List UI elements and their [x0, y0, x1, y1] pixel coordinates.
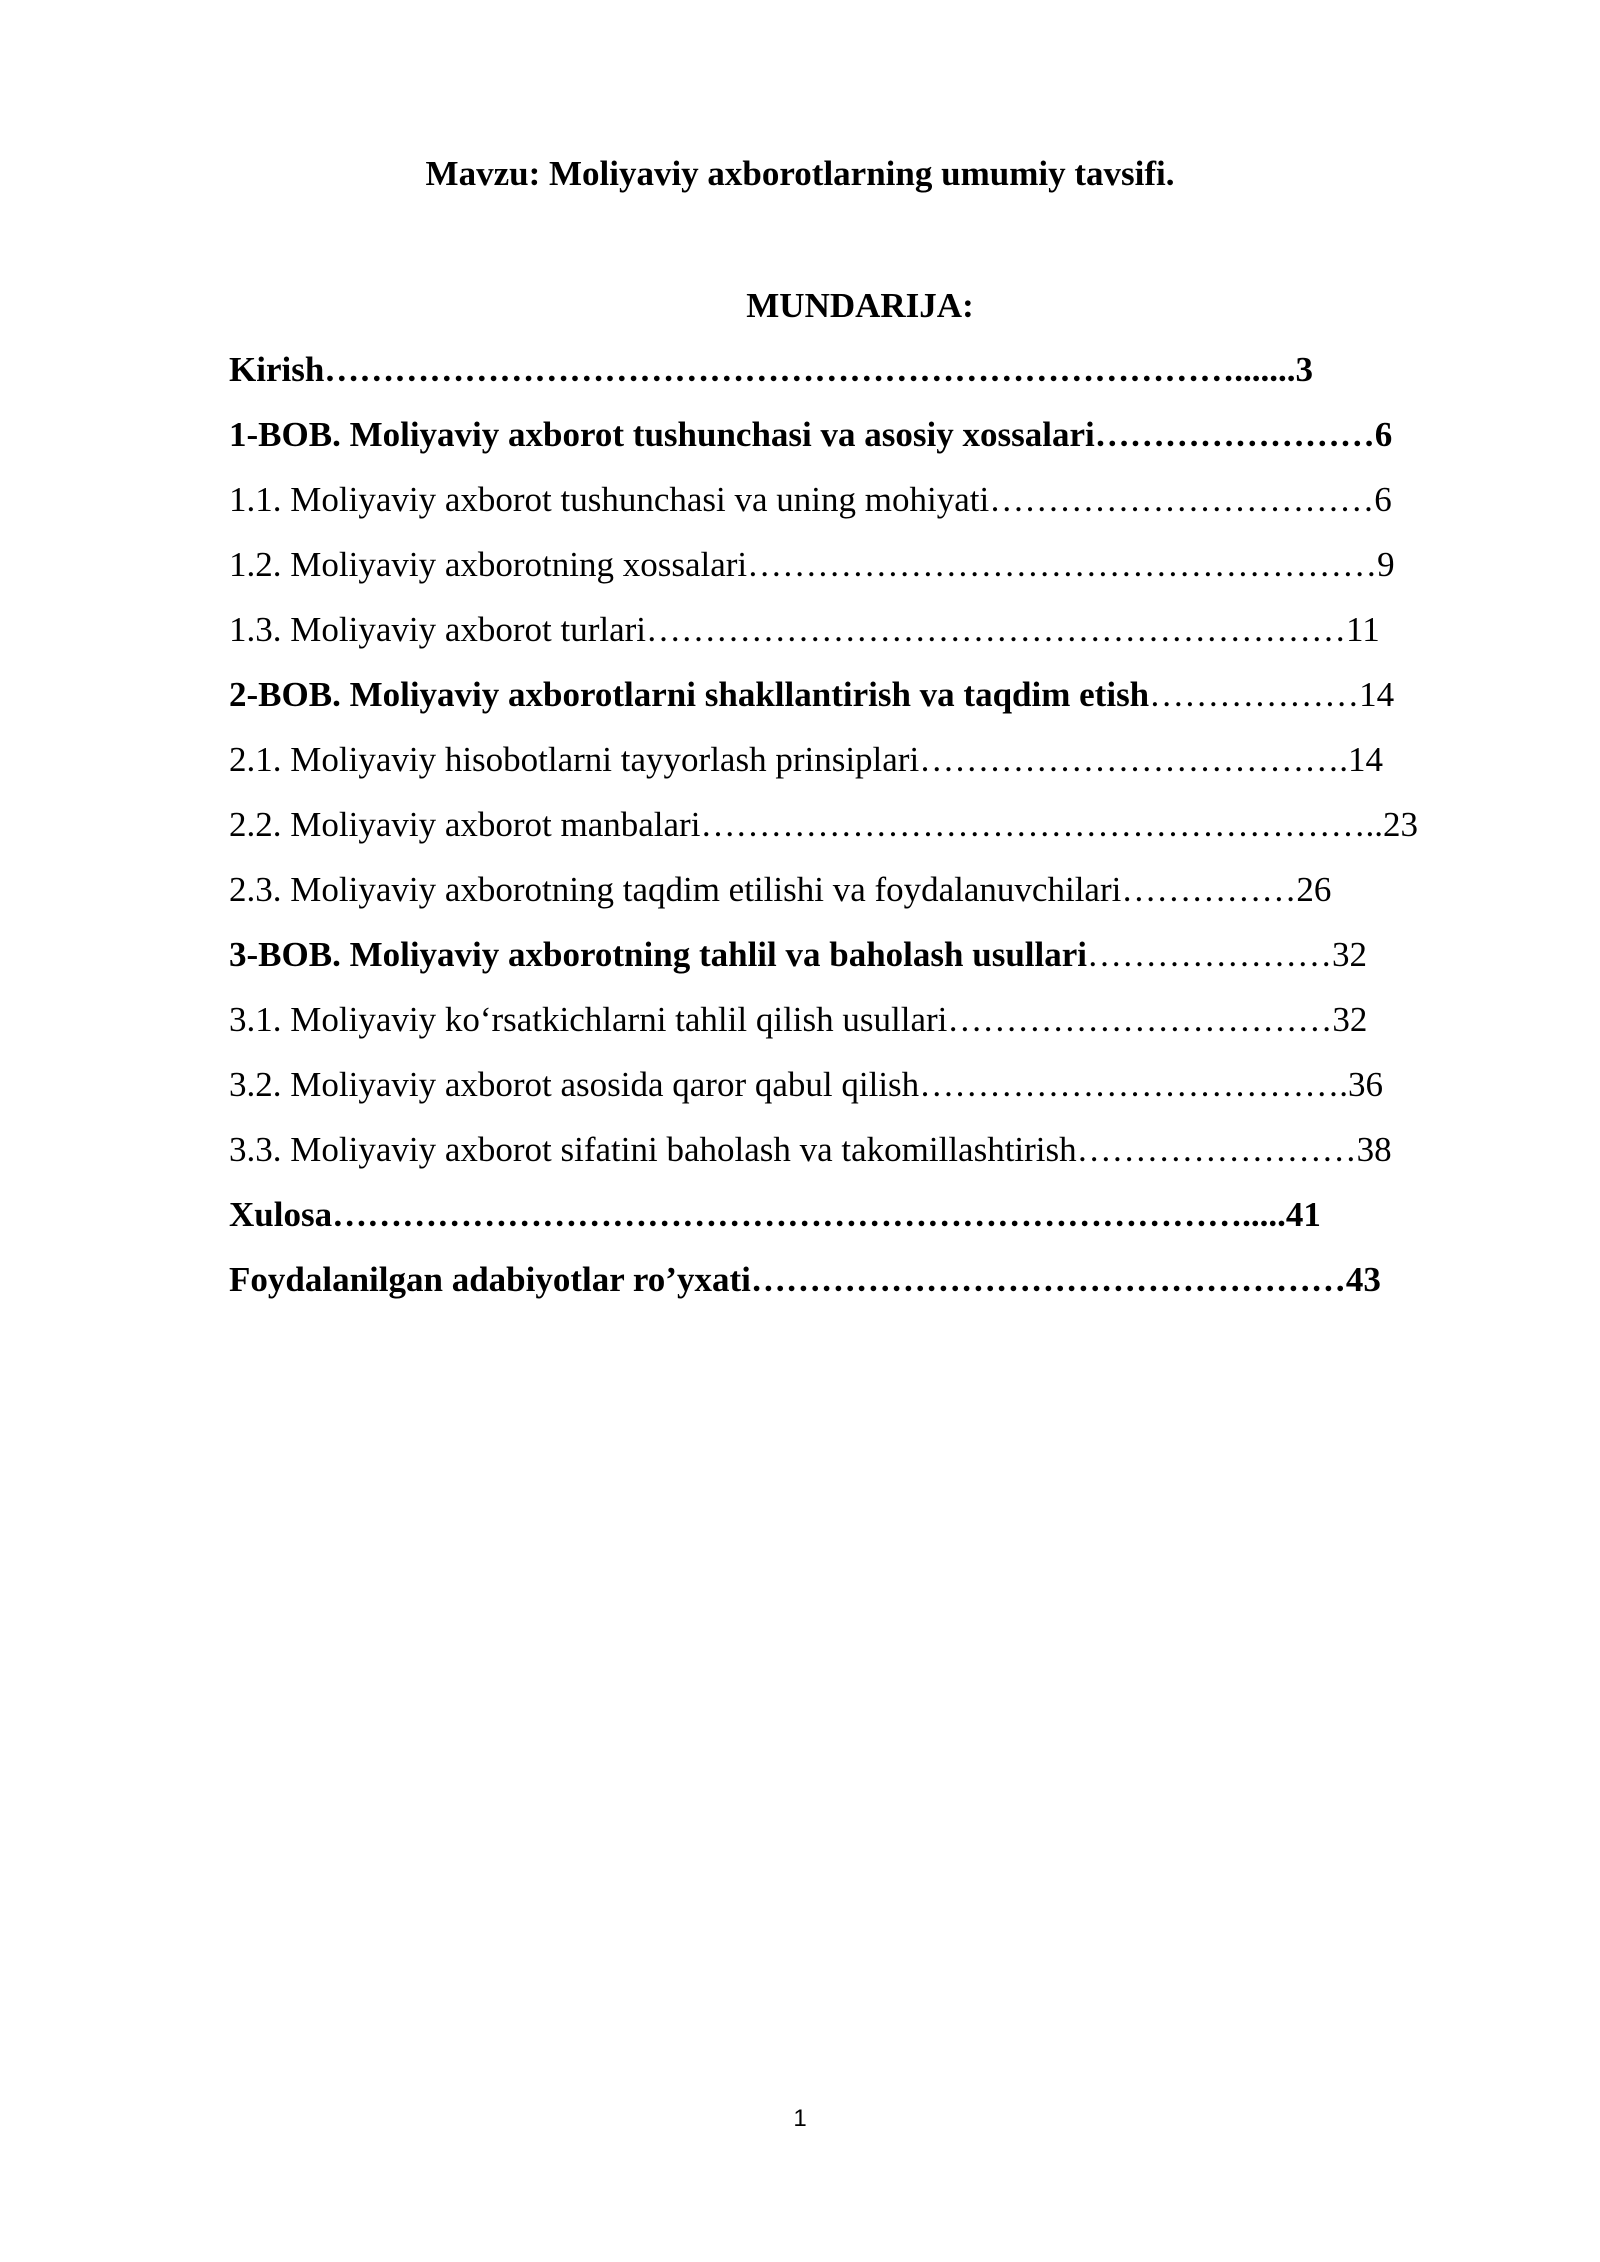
- toc-entry-page: 36: [1347, 1065, 1383, 1104]
- toc-entry-chapter-2: [229, 671, 1499, 736]
- toc-entry-leader: ………………: [1149, 675, 1360, 714]
- toc-entry-kirish: [229, 346, 1499, 411]
- toc-entry-section-3-3: [229, 1126, 1499, 1191]
- toc-entry-title: 3.1. Moliyaviy ko‘rsatkichlarni tahlil qilish usullari: [229, 1000, 948, 1039]
- toc-entry-title: 2.1. Moliyaviy hisobotlarni tayyorlash prinsiplari: [229, 740, 920, 779]
- toc-entry-leader: …………………………………………………………………….....: [332, 1195, 1286, 1234]
- toc-entry-page: 32: [1332, 935, 1367, 974]
- toc-entry-page: 11: [1346, 610, 1380, 649]
- toc-entry-leader: ……………………………….: [919, 740, 1348, 779]
- toc-entry-page: 43: [1345, 1260, 1381, 1299]
- toc-entry-page: 41: [1285, 1195, 1321, 1234]
- toc-entry-leader: ……………………………………………………: [646, 610, 1347, 649]
- toc-entry-page: 14: [1347, 740, 1383, 779]
- toc-entry-section-3-1: [229, 996, 1499, 1061]
- toc-entry-section-2-1: [229, 736, 1499, 801]
- toc-entry-leader: …………………………………………………………………….......: [324, 350, 1296, 389]
- toc-entry-title: 1.1. Moliyaviy axborot tushunchasi va uning mohiyati: [229, 480, 990, 519]
- toc-entry-title: 2-BOB. Moliyaviy axborotlarni shakllantirish va taqdim etish: [229, 675, 1150, 714]
- toc-entry-page: 14: [1359, 675, 1395, 714]
- toc-entry-title: 3.2. Moliyaviy axborot asosida qaror qabul qilish: [229, 1065, 920, 1104]
- toc-entry-leader: ……………………: [1076, 1130, 1357, 1169]
- toc-entry-leader: ………………………………………………: [747, 545, 1378, 584]
- toc-entry-leader: ……………………: [1094, 415, 1375, 454]
- toc-entry-section-1-2: [229, 541, 1499, 606]
- toc-entry-section-2-3: [229, 866, 1499, 931]
- toc-entry-title: 1.3. Moliyaviy axborot turlari: [229, 610, 647, 649]
- toc-entry-page: 32: [1332, 1000, 1368, 1039]
- toc-entry-title: 1.2. Moliyaviy axborotning xossalari: [229, 545, 748, 584]
- page-number: 1: [793, 2105, 807, 2132]
- toc-entry-title: Xulosa: [229, 1195, 333, 1234]
- toc-entry-title: 2.2. Moliyaviy axborot manbalari: [229, 805, 701, 844]
- toc-entry-page: 6: [1374, 415, 1393, 454]
- toc-entry-page: 23: [1382, 805, 1418, 844]
- toc-entry-chapter-1: [229, 411, 1499, 476]
- toc-entry-page: 26: [1296, 870, 1332, 909]
- toc-entry-page: 6: [1374, 480, 1392, 519]
- toc-entry-section-3-2: [229, 1061, 1499, 1126]
- toc-entry-title: Kirish: [229, 350, 325, 389]
- toc-entry-leader: ……………………………….: [919, 1065, 1348, 1104]
- toc-entry-references: [229, 1256, 1499, 1321]
- toc-entry-page: 9: [1377, 545, 1395, 584]
- toc-entry-leader: ……………: [1121, 870, 1297, 909]
- toc-entry-title: 3.3. Moliyaviy axborot sifatini baholash va takomillashtirish: [229, 1130, 1077, 1169]
- toc-entry-chapter-3: [229, 931, 1499, 996]
- toc-entry-leader: ……………………………: [947, 1000, 1333, 1039]
- toc-entry-section-2-2: [229, 801, 1499, 866]
- toc-entry-leader: ……………………………: [989, 480, 1375, 519]
- toc-entry-leader: …………………: [1087, 935, 1332, 974]
- toc-entry-xulosa: [229, 1191, 1499, 1256]
- toc-entry-leader: ……………………………………………: [750, 1260, 1346, 1299]
- toc-entry-section-1-3: [229, 606, 1499, 671]
- toc-entry-leader: …………………………………………………..: [700, 805, 1383, 844]
- toc-entry-title: 3-BOB. Moliyaviy axborotning tahlil va baholash usullari: [229, 935, 1087, 974]
- toc-entry-title: 2.3. Moliyaviy axborotning taqdim etilishi va foydalanuvchilari: [229, 870, 1122, 909]
- toc-entry-title: 1-BOB. Moliyaviy axborot tushunchasi va asosiy xossalari: [229, 415, 1095, 454]
- subject-title: Mavzu: Moliyaviy axborotlarning umumiy tavsifi.: [425, 154, 1175, 193]
- toc-entry-page: 3: [1295, 350, 1314, 389]
- table-of-contents: [229, 346, 1499, 1321]
- toc-heading: MUNDARIJA:: [746, 286, 974, 325]
- toc-entry-page: 38: [1356, 1130, 1392, 1169]
- toc-entry-section-1-1: [229, 476, 1499, 541]
- toc-entry-title: Foydalanilgan adabiyotlar ro’yxati: [229, 1260, 751, 1299]
